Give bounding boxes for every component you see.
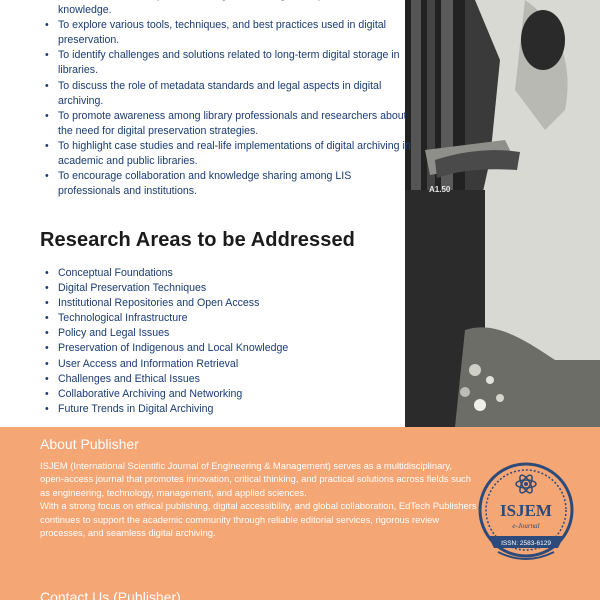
seal-name: ISJEM (500, 501, 552, 520)
about-publisher-text (40, 459, 478, 539)
research-area-item: • Challenges and Ethical Issues (58, 372, 413, 387)
photo-label: A1.50 (429, 185, 451, 194)
objective-item: • To promote awareness among library professionals and researchers about the need for digital preservation strategies. (58, 109, 413, 139)
research-area-item: • Institutional Repositories and Open Access (58, 296, 413, 311)
seal-subtitle: e-Journal (512, 522, 540, 530)
objectives-list (44, 0, 413, 199)
isjem-seal-logo (478, 462, 574, 568)
research-area-item: • Digital Preservation Techniques (58, 281, 413, 296)
objective-item: • To identify challenges and solutions related to long-term digital storage in libraries. (58, 48, 413, 78)
research-area-item: • Collaborative Archiving and Networking (58, 387, 413, 402)
seal-issn: ISSN: 2583-6129 (501, 540, 551, 547)
publisher-paragraph: ISJEM (International Scientific Journal of Engineering & Management) serves as a multidisciplinary, open-access journal that promotes innovation, critical thinking, and practical solutions across fields such as engineering, technology, management, and applied sciences. (40, 460, 471, 498)
about-publisher-heading: About Publisher (40, 436, 139, 452)
research-area-item: • Future Trends in Digital Archiving (58, 402, 413, 417)
objective-item: • To discuss the role of metadata standards and legal aspects in digital archiving. (58, 79, 413, 109)
research-areas-heading: Research Areas to be Addressed (40, 229, 355, 251)
research-area-item: • Preservation of Indigenous and Local Knowledge (58, 341, 413, 356)
archival-photo (405, 0, 600, 427)
research-area-item: • User Access and Information Retrieval (58, 357, 413, 372)
objective-item: • To highlight case studies and real-life implementations of digital archiving in academic and public libraries. (58, 139, 413, 169)
research-area-item: • Policy and Legal Issues (58, 326, 413, 341)
objective-item: • To encourage collaboration and knowledge sharing among LIS professionals and institutions. (58, 169, 413, 199)
research-areas-list (44, 266, 413, 417)
objective-item: • To explore various tools, techniques, and best practices used in digital preservation. (58, 18, 413, 48)
publisher-paragraph: With a strong focus on ethical publishing, digital accessibility, and global collaboration, EdTech Publishers continues to support the academic community through reliable editorial services, rigorous review processes, and seamless digital archiving. (40, 500, 477, 539)
contact-heading: Contact Us (Publisher) (40, 589, 181, 605)
research-area-item: • Technological Infrastructure (58, 311, 413, 326)
archival-photo-graphic (405, 0, 600, 427)
objective-item: • knowledge. (58, 0, 413, 18)
research-area-item: • Conceptual Foundations (58, 266, 413, 281)
